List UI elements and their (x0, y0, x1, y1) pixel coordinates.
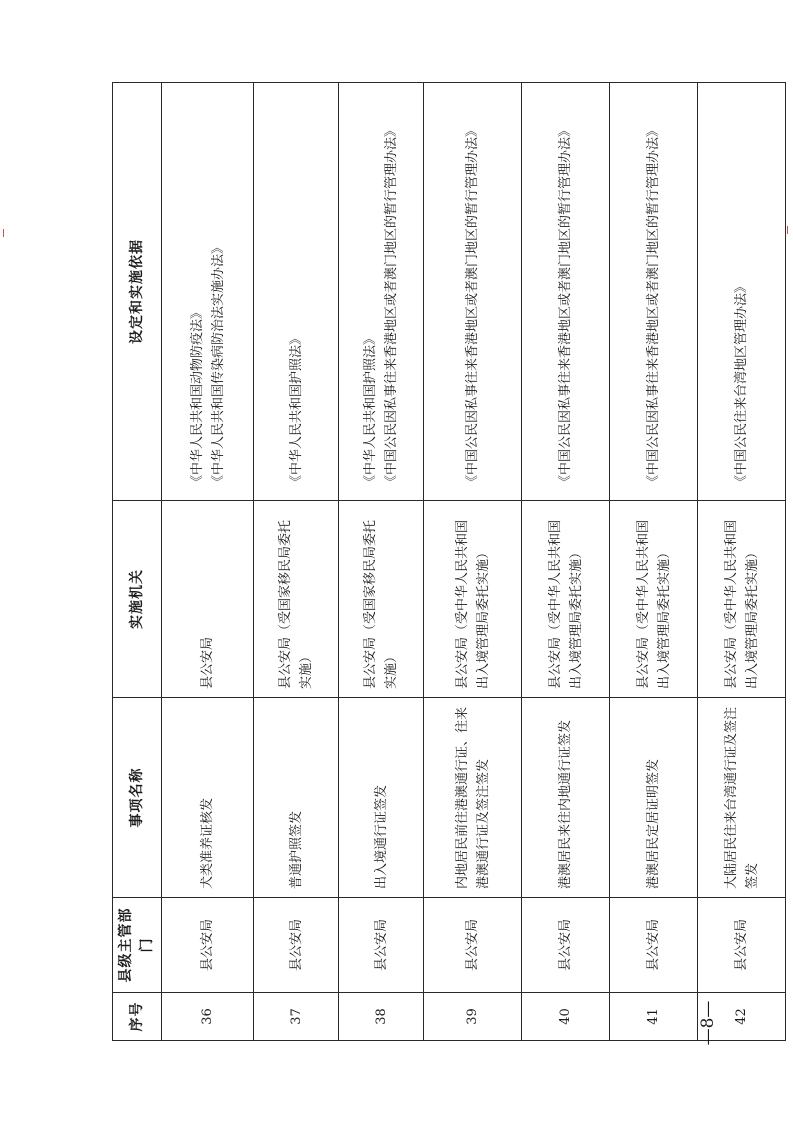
cell-agency: 县公安局（受国家移民局委托实施） (254, 501, 339, 698)
cell-item: 犬类准养证核发 (162, 698, 254, 898)
basis-law-line: 《中华人民共和国传染病防治法实施办法》 (210, 240, 226, 488)
cell-agency: 县公安局（受中华人民共和国出入境管理局委托实施） (424, 501, 522, 698)
cell-dept: 县公安局 (610, 898, 698, 993)
cell-basis (522, 83, 610, 501)
cell-item: 普通护照签发 (254, 698, 339, 898)
page-number: —8— (698, 1000, 718, 1046)
basis-law-line: 《中国公民因私事往来香港地区或者澳门地区的暂行管理办法》 (465, 123, 480, 488)
table-row (254, 83, 339, 1041)
cell-item: 出入境通行证签发 (339, 698, 424, 898)
cell-no: 36 (162, 993, 254, 1041)
table-row (522, 83, 610, 1041)
cell-agency: 县公安局 (162, 501, 254, 698)
cell-dept: 县公安局 (254, 898, 339, 993)
cell-basis (254, 83, 339, 501)
cell-item: 港澳居民定居证明签发 (610, 698, 698, 898)
basis-law-line: 《中国公民因私事往来香港地区或者澳门地区的暂行管理办法》 (384, 123, 399, 488)
cell-basis (424, 83, 522, 501)
cell-item: 大陆居民往来台湾通行证及签注签发 (698, 698, 786, 898)
header-basis: 设定和实施依据 (113, 83, 162, 501)
rotated-table-container (112, 83, 760, 1046)
cell-no: 39 (424, 993, 522, 1041)
crop-mark-right (787, 226, 788, 234)
cell-item: 内地居民前往港澳通行证、往来港澳通行证及签注签发 (424, 698, 522, 898)
basis-law-line: 《中国公民往来台湾地区管理办法》 (734, 279, 749, 488)
header-item: 事项名称 (113, 698, 162, 898)
cell-basis (339, 83, 424, 501)
cell-no: 38 (339, 993, 424, 1041)
cell-dept: 县公安局 (162, 898, 254, 993)
cell-basis (698, 83, 786, 501)
cell-no: 41 (610, 993, 698, 1041)
table-header-row (113, 83, 162, 1041)
cell-basis (610, 83, 698, 501)
cell-dept: 县公安局 (339, 898, 424, 993)
table-body (162, 83, 786, 1046)
table-row (339, 83, 424, 1041)
header-agency: 实施机关 (113, 501, 162, 698)
cell-agency: 县公安局（受中华人民共和国出入境管理局委托实施） (698, 501, 786, 698)
basis-law-line: 《中国公民因私事往来香港地区或者澳门地区的暂行管理办法》 (558, 123, 573, 488)
basis-law-line: 《中华人民共和国护照法》 (288, 331, 304, 488)
header-no: 序号 (113, 993, 162, 1041)
table-row (698, 83, 786, 1041)
administrative-items-table (112, 82, 786, 1046)
cell-agency: 县公安局（受中华人民共和国出入境管理局委托实施） (522, 501, 610, 698)
cell-agency: 县公安局（受中华人民共和国出入境管理局委托实施） (610, 501, 698, 698)
table-row (424, 83, 522, 1041)
cell-dept: 县公安局 (698, 898, 786, 993)
cell-dept: 县公安局 (522, 898, 610, 993)
cell-agency: 县公安局（受国家移民局委托实施） (339, 501, 424, 698)
header-dept: 县级主管部门 (113, 898, 162, 993)
cell-basis (162, 83, 254, 501)
cell-no: 42 (698, 993, 786, 1041)
cell-item: 港澳居民来往内地通行证签发 (522, 698, 610, 898)
table-row (162, 83, 254, 1041)
basis-law-line: 《中国公民因私事往来香港地区或者澳门地区的暂行管理办法》 (646, 123, 661, 488)
cell-no: 37 (254, 993, 339, 1041)
table-row (610, 83, 698, 1041)
crop-mark-left (3, 229, 4, 237)
cell-no: 40 (522, 993, 610, 1041)
basis-law-line: 《中华人民共和国护照法》 (363, 331, 378, 488)
cell-dept: 县公安局 (424, 898, 522, 993)
basis-law-line: 《中华人民共和国动物防疫法》 (189, 305, 205, 488)
